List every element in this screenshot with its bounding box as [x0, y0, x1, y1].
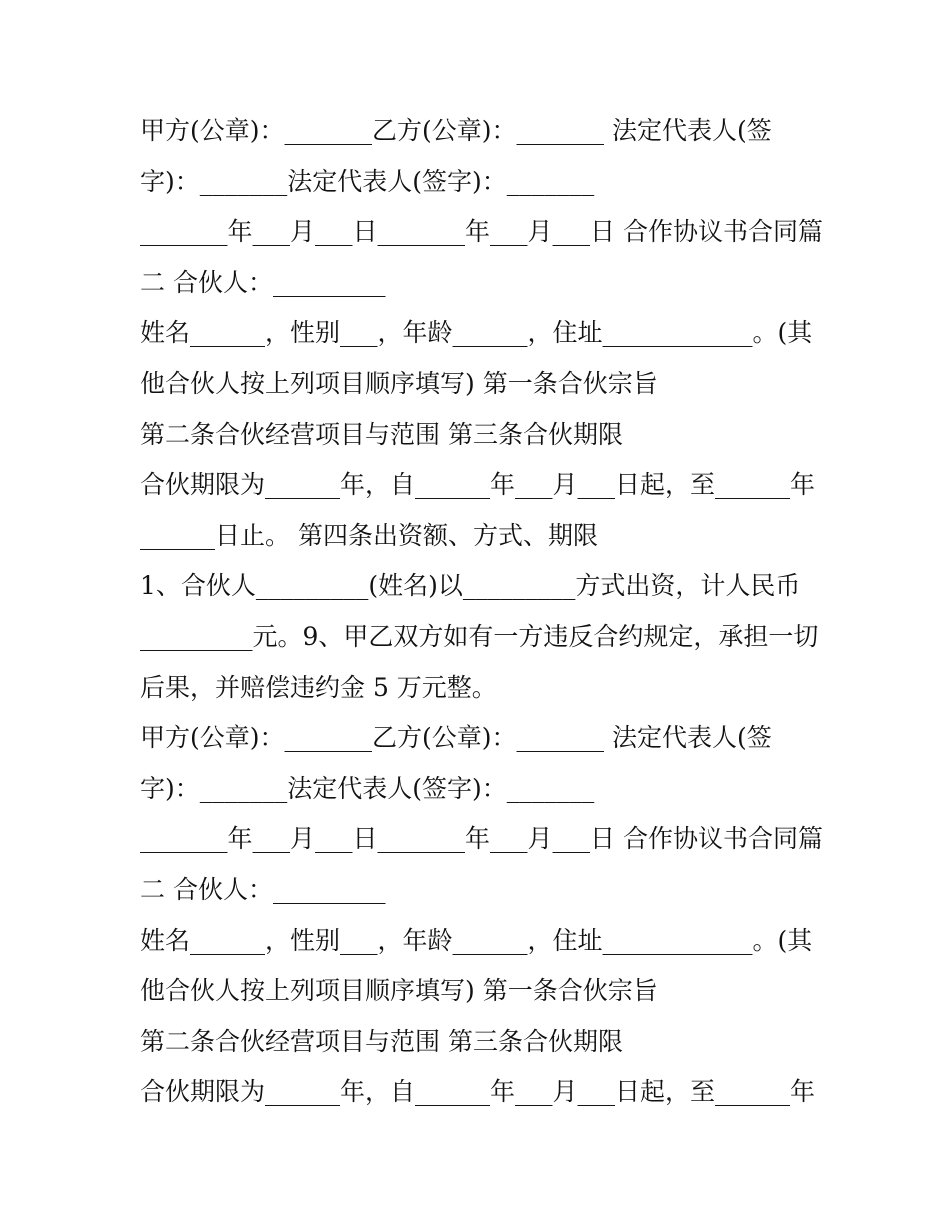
text-line: 合伙期限为______年，自______年___月___日起，至______年 [140, 470, 816, 500]
text-line: 姓名______，性别___，年龄______，住址____________。(其 [140, 925, 813, 955]
text-line: _______年___月___日_______年___月___日 合作协议书合同篇 [140, 217, 823, 247]
text-line: 字)：_______法定代表人(签字)：_______ [140, 166, 595, 196]
text-line: 1、合伙人_________(姓名)以_________方式出资，计人民币 [140, 571, 801, 601]
text-line: 甲方(公章)：_______乙方(公章)：_______ 法定代表人(签 [140, 723, 772, 753]
text-line: _________元。9、甲乙双方如有一方违反合约规定，承担一切 [140, 621, 819, 651]
text-line: _______年___月___日_______年___月___日 合作协议书合同篇 [140, 824, 823, 854]
text-line: 二 合伙人：_________ [140, 267, 386, 297]
text-line: 二 合伙人：_________ [140, 874, 386, 904]
text-line: ______日止。 第四条出资额、方式、期限 [140, 520, 598, 550]
text-line: 后果，并赔偿违约金 5 万元整。 [140, 672, 497, 702]
text-line: 他合伙人按上列项目顺序填写) 第一条合伙宗旨 [140, 976, 658, 1006]
text-line: 合伙期限为______年，自______年___月___日起，至______年 [140, 1077, 816, 1107]
text-line: 姓名______，性别___，年龄______，住址____________。(其 [140, 318, 813, 348]
text-line: 甲方(公章)：_______乙方(公章)：_______ 法定代表人(签 [140, 116, 772, 145]
text-line: 他合伙人按上列项目顺序填写) 第一条合伙宗旨 [140, 368, 658, 398]
text-line: 字)：_______法定代表人(签字)：_______ [140, 773, 595, 803]
text-line: 第二条合伙经营项目与范围 第三条合伙期限 [140, 1026, 623, 1056]
document-body [140, 106, 830, 1118]
text-line: 第二条合伙经营项目与范围 第三条合伙期限 [140, 419, 623, 449]
